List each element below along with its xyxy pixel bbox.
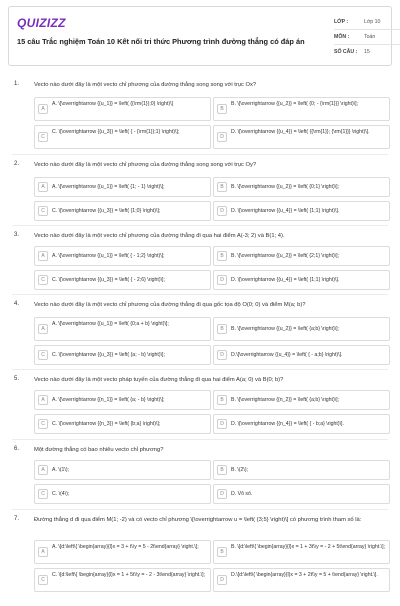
- option-text: D.\[\overrightarrow {{u_4}} = \left( { - a;b} \right)\].: [231, 352, 343, 358]
- option-letter: D: [217, 350, 227, 360]
- option-text: D. \[\overrightarrow {{n_4}} = \left( { - b;a} \right)\].: [231, 421, 344, 427]
- question-number: 3.: [14, 232, 20, 238]
- meta-row-count: [334, 45, 400, 59]
- option-text: B. \[\overrightarrow {{u_2}} = \left( {0;1} \right)\];: [231, 184, 339, 190]
- quizizz-logo: QUIZIZZ: [17, 16, 66, 30]
- option-a[interactable]: [34, 390, 211, 410]
- worksheet-header: [8, 6, 392, 66]
- option-text: C. \[\overrightarrow {{u_3}} = \left( {a; - b} \right)\];: [52, 352, 165, 358]
- option-c[interactable]: [34, 414, 211, 434]
- question-number: 6.: [14, 446, 20, 452]
- option-text: B. \(2\);: [231, 467, 249, 473]
- option-d[interactable]: [213, 125, 390, 149]
- question-text: Vecto nào dưới đây là một vecto pháp tuyến của đường thẳng đi qua hai điểm A(a; 0) và B(0; b)?: [34, 377, 284, 383]
- option-b[interactable]: [213, 246, 390, 266]
- option-text: C. \[d:\left\{ \begin{array}{l}x = 1 + 5t\\y = - 2 - 3t\end{array} \right.\];: [52, 572, 205, 578]
- option-text: C. \[\overrightarrow {{u_3}} = \left( {1;0} \right)\];: [52, 208, 161, 214]
- question-number: 2.: [14, 161, 20, 167]
- divider: [12, 369, 388, 370]
- option-letter: A: [38, 547, 48, 557]
- option-a[interactable]: [34, 540, 211, 564]
- option-letter: C: [38, 350, 48, 360]
- option-b[interactable]: [213, 540, 390, 564]
- option-letter: B: [217, 104, 227, 114]
- option-letter: A: [38, 104, 48, 114]
- option-text: D. \[\overrightarrow {{u_4}} = \left( {{\rm{1}}; {\rm{1}}} \right)\].: [231, 129, 370, 135]
- option-text: B. \[\overrightarrow {{u_2}} = \left( {a;b} \right)\];: [231, 326, 339, 332]
- option-letter: D: [217, 206, 227, 216]
- option-b[interactable]: [213, 390, 390, 410]
- option-text: B. \[d:\left\{ \begin{array}{l}x = 1 + 3t\\y = - 2 + 5t\end{array} \right.\];: [231, 544, 385, 550]
- option-letter: C: [38, 419, 48, 429]
- option-a[interactable]: [34, 317, 211, 341]
- question-text: Vecto nào dưới đây là một vecto chỉ phương của đường thẳng song song với trục Ox?: [34, 82, 257, 88]
- meta-table: [334, 15, 400, 59]
- option-c[interactable]: [34, 484, 211, 504]
- option-text: B. \[\overrightarrow {{n_2}} = \left( {a;b} \right)\];: [231, 397, 339, 403]
- option-d[interactable]: [213, 414, 390, 434]
- option-a[interactable]: [34, 97, 211, 121]
- option-letter: A: [38, 182, 48, 192]
- option-letter: C: [38, 132, 48, 142]
- option-letter: A: [38, 465, 48, 475]
- option-text: A. \[d:\left\{ \begin{array}{l}x = 3 + t\\y = 5 - 2t\end{array} \right.\];: [52, 544, 199, 550]
- question-number: 7.: [14, 516, 20, 522]
- divider: [12, 439, 388, 440]
- option-letter: D: [217, 489, 227, 499]
- divider: [12, 294, 388, 295]
- option-d[interactable]: [213, 270, 390, 290]
- question-number: 1.: [14, 81, 20, 87]
- option-text: C. \[\overrightarrow {{u_3}} = \left( { - 2;6} \right)\];: [52, 277, 165, 283]
- question-text: Một đường thẳng có bao nhiêu vecto chỉ phương?: [34, 447, 164, 453]
- option-d[interactable]: [213, 345, 390, 365]
- option-c[interactable]: [34, 125, 211, 149]
- meta-label: MÔN :: [334, 34, 350, 40]
- question-text: Vecto nào dưới đây là một vecto chỉ phương của đường thẳng đi qua gốc tọa độ O(0; 0) và điểm M(a; b)?: [34, 302, 306, 308]
- divider: [12, 509, 388, 510]
- option-letter: B: [217, 324, 227, 334]
- option-letter: A: [38, 324, 48, 334]
- option-d[interactable]: [213, 201, 390, 221]
- option-d[interactable]: [213, 484, 390, 504]
- option-letter: B: [217, 251, 227, 261]
- meta-value: Lớp 10: [364, 19, 381, 25]
- option-text: B. \[\overrightarrow {{u_2}} = \left( {2;1} \right)\];: [231, 253, 339, 259]
- option-a[interactable]: [34, 246, 211, 266]
- meta-label: SỐ CÂU :: [334, 49, 358, 55]
- meta-row-class: [334, 15, 400, 30]
- option-text: A. \[\overrightarrow {{u_1}} = \left( { - 1;2} \right)\];: [52, 253, 165, 259]
- option-text: A. \[\overrightarrow {{n_1}} = \left( {a; - b} \right)\];: [52, 397, 165, 403]
- meta-value: Toán: [364, 34, 376, 40]
- option-a[interactable]: [34, 460, 211, 480]
- option-letter: B: [217, 465, 227, 475]
- option-letter: B: [217, 547, 227, 557]
- option-text: D. \[\overrightarrow {{u_4}} = \left( {1;1} \right)\].: [231, 277, 340, 283]
- option-c[interactable]: [34, 568, 211, 592]
- option-a[interactable]: [34, 177, 211, 197]
- option-c[interactable]: [34, 345, 211, 365]
- option-text: C. \[\overrightarrow {{n_3}} = \left( {b;a} \right)\];: [52, 421, 161, 427]
- meta-label: LỚP :: [334, 19, 349, 25]
- option-letter: D: [217, 275, 227, 285]
- option-letter: A: [38, 395, 48, 405]
- option-letter: D: [217, 419, 227, 429]
- option-letter: C: [38, 206, 48, 216]
- option-text: B. \[\overrightarrow {{u_2}} = \left( {0; - {\rm{1}}} \right)\];: [231, 101, 359, 107]
- meta-row-subject: [334, 30, 400, 45]
- option-text: D. Vô số.: [231, 491, 253, 497]
- option-b[interactable]: [213, 317, 390, 341]
- question-text: Đường thẳng d đi qua điểm M(1; -2) và có vecto chỉ phương \[\overrightarrow u = \left( {3;5} \right)\] có phương trình tham số là:: [34, 517, 362, 523]
- option-letter: D: [217, 132, 227, 142]
- option-letter: B: [217, 182, 227, 192]
- option-text: D.\[d:\left\{ \begin{array}{l}x = 3 + 2t\\y = 5 + t\end{array} \right.\].: [231, 572, 378, 578]
- divider: [12, 225, 388, 226]
- divider: [12, 154, 388, 155]
- option-text: A. \[\overrightarrow {{u_1}} = \left( {{\rm{1}};0} \right)\]: [52, 101, 173, 107]
- question-number: 5.: [14, 376, 20, 382]
- option-letter: C: [38, 275, 48, 285]
- option-letter: B: [217, 395, 227, 405]
- option-letter: C: [38, 575, 48, 585]
- option-text: C. \[\overrightarrow {{u_3}} = \left( { - {\rm{1}};1} \right)\];: [52, 129, 180, 135]
- option-text: A. \[\overrightarrow {{u_1}} = \left( {0;a + b} \right)\];: [52, 321, 169, 327]
- option-letter: D: [217, 575, 227, 585]
- question-text: Vecto nào dưới đây là một vecto chỉ phương của đường thẳng đi qua hai điểm A(-3; 2) và B(1; 4).: [34, 233, 285, 239]
- option-c[interactable]: [34, 270, 211, 290]
- question-number: 4.: [14, 301, 20, 307]
- option-c[interactable]: [34, 201, 211, 221]
- option-b[interactable]: [213, 97, 390, 121]
- option-letter: A: [38, 251, 48, 261]
- option-text: A. \[\overrightarrow {{u_1}} = \left( {1; - 1} \right)\];: [52, 184, 165, 190]
- option-d[interactable]: [213, 568, 390, 592]
- page-title: 15 câu Trắc nghiệm Toán 10 Kết nối tri thức Phương trình đường thẳng có đáp án: [17, 37, 305, 46]
- option-b[interactable]: [213, 177, 390, 197]
- question-text: Vecto nào dưới đây là một vecto chỉ phương của đường thẳng song song với trục Oy?: [34, 162, 257, 168]
- option-text: A. \(1\);: [52, 467, 70, 473]
- option-letter: C: [38, 489, 48, 499]
- option-text: D. \[\overrightarrow {{u_4}} = \left( {1;1} \right)\].: [231, 208, 340, 214]
- option-text: C. \(4\);: [52, 491, 70, 497]
- option-b[interactable]: [213, 460, 390, 480]
- meta-value: 15: [364, 49, 370, 55]
